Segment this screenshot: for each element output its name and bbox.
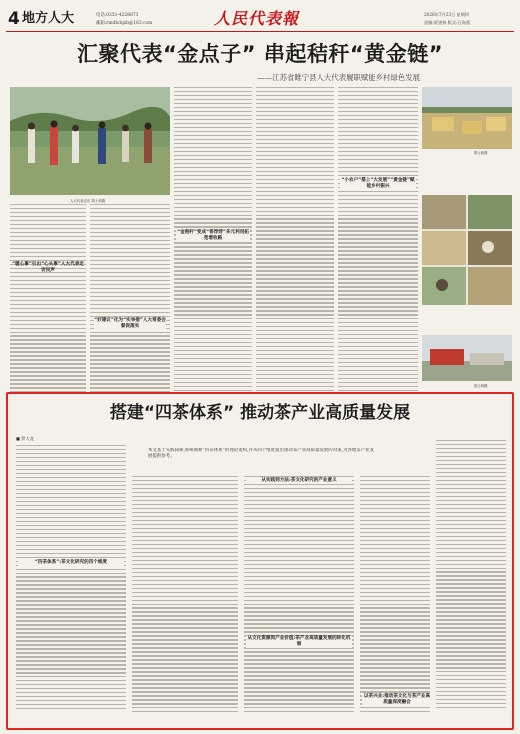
photo-caption-right-1: 胡士和摄 (474, 151, 488, 155)
top-headline: 汇聚代表“金点子” 串起秸秆“黄金链” (76, 42, 444, 66)
issue-date: 2026年7月23日 星期四 (424, 12, 470, 17)
contact-email: 邮箱:rmdbdqzb@163.com (96, 21, 153, 26)
top-photo-right-2 (422, 195, 512, 305)
top-column-5 (338, 87, 418, 396)
masthead-rule (6, 31, 514, 32)
bottom-byline: ■ 罗大龙 (16, 436, 34, 441)
top-column-4 (256, 87, 334, 396)
top-column-2 (90, 204, 170, 396)
top-subheadline: ——江苏省睢宁县人大代表履职赋能乡村绿色发展 (257, 73, 420, 82)
bottom-subhead-4: 以茶兴业:推动茶文化与茶产业高质量深度融合 (363, 694, 431, 705)
top-subhead-2: “好建议”化为“实举措”人大常委会督促落实 (94, 318, 166, 329)
top-subhead-1: “暖心事”引出“心头事”人大代表走访民声 (12, 262, 84, 273)
photo-caption-main: 人大代表走访 胡士和摄 (70, 199, 105, 203)
top-photo-main (10, 87, 170, 195)
bottom-column-1 (16, 445, 126, 715)
top-subhead-4: “小农户”搭上“大发展”“黄金链”赋能乡村振兴 (341, 178, 415, 189)
top-photo-right-3 (422, 335, 512, 381)
bottom-lead: 本文基于实践探索,系统阐释“四茶体系”的理论架构,并从四个维度提出推动茶产业高质量发展的对策,为各地茶产业发展提供参考。 (148, 448, 374, 459)
factory-photo (422, 335, 512, 381)
bottom-subhead-1: 从实践到方法:茶文化研究的产业意义 (246, 478, 352, 484)
contact-phone: 电话:0351-4228873 (96, 13, 139, 18)
photo-caption-right-3: 胡士和摄 (474, 384, 488, 388)
bottom-subhead-3: 从文化资源到产业价值:茶产业高质量发展的转化机制 (247, 636, 351, 647)
top-subhead-3: “金秸秆”变成“香饽饽”多元利用拓宽增收路 (177, 230, 249, 241)
bottom-column-3 (244, 476, 354, 715)
bottom-subhead-2: “四茶体系”:茶文化研究的四个维度 (18, 560, 124, 566)
straw-field-photo (422, 87, 512, 149)
field-visit-photo (10, 87, 170, 195)
bottom-headline: 搭建“四茶体系” 推动茶产业高质量发展 (109, 403, 411, 423)
page-number: 4 (8, 9, 20, 29)
section-title: 地方人大 (22, 11, 75, 26)
bottom-column-4 (360, 476, 430, 715)
top-column-1 (10, 204, 86, 396)
feed-production-photos (422, 195, 512, 305)
bottom-column-5 (436, 440, 506, 715)
editor-credit: 责编:贾建林 版式:石海燕 (424, 20, 471, 25)
top-photo-right-1 (422, 87, 512, 149)
bottom-column-2 (132, 476, 238, 715)
paper-logo: 人民代表報 (214, 9, 300, 28)
